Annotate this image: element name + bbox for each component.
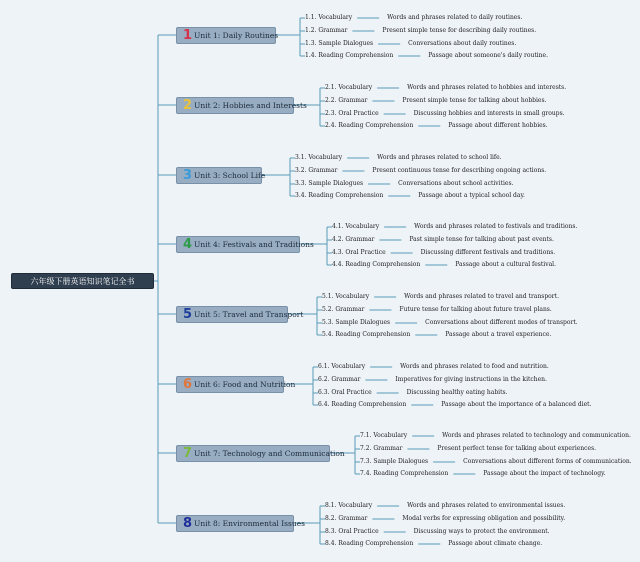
item-label: 5.3. Sample Dialogues [322, 319, 391, 326]
item-description: Passage about a cultural festival. [455, 261, 557, 268]
item-label: 2.1. Vocabulary [325, 84, 373, 91]
item-label: 7.3. Sample Dialogues [360, 458, 429, 465]
item-description: Present continuous tense for describing ongoing actions. [372, 167, 547, 174]
item-label: 4.2. Grammar [332, 236, 375, 243]
item-description: Passage about the importance of a balanced diet. [441, 401, 592, 408]
item-description: Words and phrases related to school life. [377, 154, 502, 161]
item-description: Words and phrases related to environmental issues. [407, 502, 566, 509]
unit-node-3 [176, 167, 266, 184]
item-description: Future tense for talking about future travel plans. [399, 306, 552, 313]
item-label: 5.4. Reading Comprehension [322, 331, 411, 338]
item-description: Present simple tense for describing daily routines. [382, 27, 537, 34]
unit-title: Unit 2: Hobbies and Interests [194, 100, 307, 110]
item-label: 7.2. Grammar [360, 445, 403, 452]
item-label: 2.3. Oral Practice [325, 110, 379, 117]
item-label: 4.4. Reading Comprehension [332, 261, 421, 268]
unit-title: Unit 3: School Life [194, 170, 266, 180]
item-label: 6.2. Grammar [318, 376, 361, 383]
item-label: 7.4. Reading Comprehension [360, 470, 449, 477]
item-description: Conversations about different modes of transport. [425, 319, 578, 326]
item-description: Present simple tense for talking about hobbies. [402, 97, 547, 104]
item-label: 1.2. Grammar [305, 27, 348, 34]
item-description: Discussing different festivals and traditions. [420, 249, 556, 256]
item-description: Discussing hobbies and interests in small groups. [413, 110, 565, 117]
item-description: Passage about different hobbies. [448, 122, 548, 129]
item-description: Conversations about school activities. [398, 180, 514, 187]
item-label: 6.4. Reading Comprehension [318, 401, 407, 408]
item-description: Modal verbs for expressing obligation and possibility. [402, 515, 566, 522]
item-description: Words and phrases related to food and nutrition. [400, 363, 549, 370]
item-description: Present perfect tense for talking about experiences. [437, 445, 597, 452]
item-description: Conversations about daily routines. [408, 40, 517, 47]
unit-number-badge: 6 [183, 376, 193, 392]
unit-number-badge: 4 [183, 236, 193, 252]
item-label: 5.2. Grammar [322, 306, 365, 313]
item-description: Passage about the impact of technology. [483, 470, 606, 477]
item-label: 3.4. Reading Comprehension [295, 192, 384, 199]
item-label: 1.1. Vocabulary [305, 14, 353, 21]
item-label: 4.1. Vocabulary [332, 223, 380, 230]
unit-title: Unit 7: Technology and Communication [194, 448, 345, 458]
item-label: 2.2. Grammar [325, 97, 368, 104]
unit-node-5 [176, 306, 304, 323]
unit-number-badge: 8 [183, 515, 193, 531]
unit-node-6 [176, 376, 296, 393]
item-description: Passage about a typical school day. [418, 192, 525, 199]
unit-number-badge: 3 [183, 167, 193, 183]
root-node: 六年级下册英语知识笔记全书 [11, 273, 154, 289]
unit-number-badge: 1 [183, 27, 193, 43]
item-label: 6.3. Oral Practice [318, 389, 372, 396]
item-description: Words and phrases related to festivals and traditions. [414, 223, 578, 230]
unit-title: Unit 1: Daily Routines [194, 30, 279, 40]
item-description: Words and phrases related to travel and transport. [404, 293, 559, 300]
item-description: Words and phrases related to hobbies and interests. [407, 84, 567, 91]
item-description: Past simple tense for talking about past events. [409, 236, 554, 243]
item-label: 7.1. Vocabulary [360, 432, 408, 439]
item-description: Imperatives for giving instructions in the kitchen. [395, 376, 547, 383]
unit-node-1 [176, 27, 279, 44]
item-label: 4.3. Oral Practice [332, 249, 386, 256]
item-label: 8.2. Grammar [325, 515, 368, 522]
unit-title: Unit 4: Festivals and Traditions [194, 239, 314, 249]
unit-title: Unit 6: Food and Nutrition [194, 379, 296, 389]
item-description: Passage about climate change. [448, 540, 543, 547]
item-description: Discussing healthy eating habits. [406, 389, 508, 396]
unit-number-badge: 7 [183, 445, 193, 461]
unit-node-4 [176, 236, 314, 253]
item-label: 3.2. Grammar [295, 167, 338, 174]
item-label: 8.3. Oral Practice [325, 528, 379, 535]
item-description: Passage about a travel experience. [445, 331, 552, 338]
item-label: 6.1. Vocabulary [318, 363, 366, 370]
item-label: 1.3. Sample Dialogues [305, 40, 374, 47]
item-description: Discussing ways to protect the environment. [413, 528, 550, 535]
item-label: 1.4. Reading Comprehension [305, 52, 394, 59]
item-label: 8.4. Reading Comprehension [325, 540, 414, 547]
unit-title: Unit 8: Environmental Issues [194, 518, 305, 528]
item-label: 8.1. Vocabulary [325, 502, 373, 509]
item-description: Words and phrases related to technology and communication. [442, 432, 631, 439]
item-description: Conversations about different forms of communication. [463, 458, 632, 465]
unit-node-8 [176, 515, 305, 532]
unit-number-badge: 5 [183, 306, 193, 322]
item-description: Words and phrases related to daily routines. [387, 14, 523, 21]
unit-title: Unit 5: Travel and Transport [194, 309, 304, 319]
unit-node-7 [176, 445, 345, 462]
unit-number-badge: 2 [183, 97, 193, 113]
unit-node-2 [176, 97, 307, 114]
item-label: 3.3. Sample Dialogues [295, 180, 364, 187]
item-description: Passage about someone's daily routine. [428, 52, 549, 59]
item-label: 5.1. Vocabulary [322, 293, 370, 300]
item-label: 3.1. Vocabulary [295, 154, 343, 161]
item-label: 2.4. Reading Comprehension [325, 122, 414, 129]
